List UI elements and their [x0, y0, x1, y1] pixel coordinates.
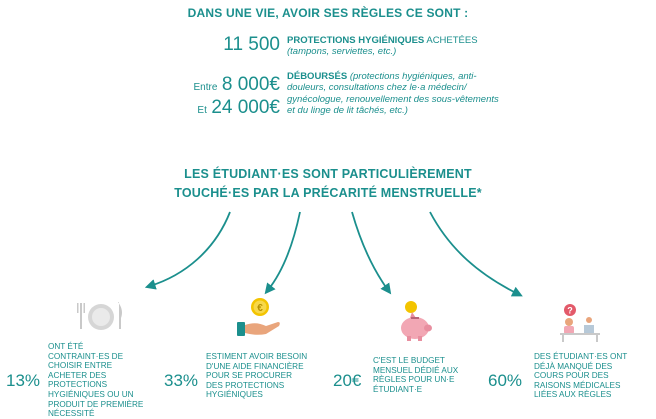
fact-percent-4: 60% — [488, 371, 523, 390]
arrow-1 — [150, 212, 230, 286]
student-desk-icon — [558, 302, 604, 342]
stat-costs-italic: (protections hygiéniques, anti-douleurs, consultations chez le·a médecin/ gynécologue, renouvellement des sous-vêtements et du linge de lit tâchés, etc.) — [287, 71, 499, 117]
stat-italic-label: (tampons, serviettes, etc.) — [287, 46, 397, 58]
svg-text:?: ? — [567, 305, 573, 316]
piggy-bank-icon — [398, 300, 434, 342]
arrow-4 — [430, 212, 518, 294]
stat-value-min: 8 000€ — [221, 74, 280, 95]
stat-costs-bold: DÉBOURSÉS — [287, 71, 348, 82]
section-heading-line1: LES ÉTUDIANT·ES SONT PARTICULIÈREMENT — [184, 167, 472, 181]
fact-percent-1: 13% — [6, 371, 41, 390]
svg-text:€: € — [257, 303, 263, 314]
page-title: DANS UNE VIE, AVOIR SES RÈGLES CE SONT : — [187, 6, 469, 20]
fact-percent-3: 20€ — [333, 371, 362, 390]
stat-prefix-et: Et — [197, 105, 207, 116]
fact-text-2: ESTIMENT AVOIR BESOIN D'UNE AIDE FINANCIÈRE POUR SE PROCURER DES PROTECTIONS HYGIÉNIQUES — [206, 352, 308, 400]
fact-text-4: DES ÉTUDIANT·ES ONT DÉJÀ MANQUÉ DES COURS POUR DES RAISONS MÉDICALES LIÉES AUX RÈGLES — [534, 352, 628, 400]
arrow-2 — [268, 212, 300, 290]
plate-cutlery-icon — [76, 298, 126, 334]
fact-text-3: C'EST LE BUDGET MENSUEL DÉDIÉ AUX RÈGLES POUR UN·E ÉTUDIANT·E — [373, 356, 459, 394]
hand-euro-coin-icon — [236, 296, 282, 340]
stat-value-protections: 11 500 — [223, 34, 280, 55]
arrow-3 — [352, 212, 388, 290]
stat-value-max: 24 000€ — [211, 97, 280, 118]
stat-prefix-entre: Entre — [193, 82, 218, 93]
fact-text-1: ONT ÉTÉ CONTRAINT·ES DE CHOISIR ENTRE ACHETER DES PROTECTIONS HYGIÉNIQUES OU UN PRODUIT DE PREMIÈRE NÉCESSITÉ — [48, 342, 144, 419]
section-heading-line2: TOUCHÉ·ES PAR LA PRÉCARITÉ MENSTRUELLE* — [174, 186, 482, 200]
stat-rest-label: ACHETÉES — [424, 35, 478, 46]
stat-bold-label: PROTECTIONS HYGIÉNIQUES — [287, 35, 425, 46]
fact-percent-2: 33% — [164, 371, 199, 390]
